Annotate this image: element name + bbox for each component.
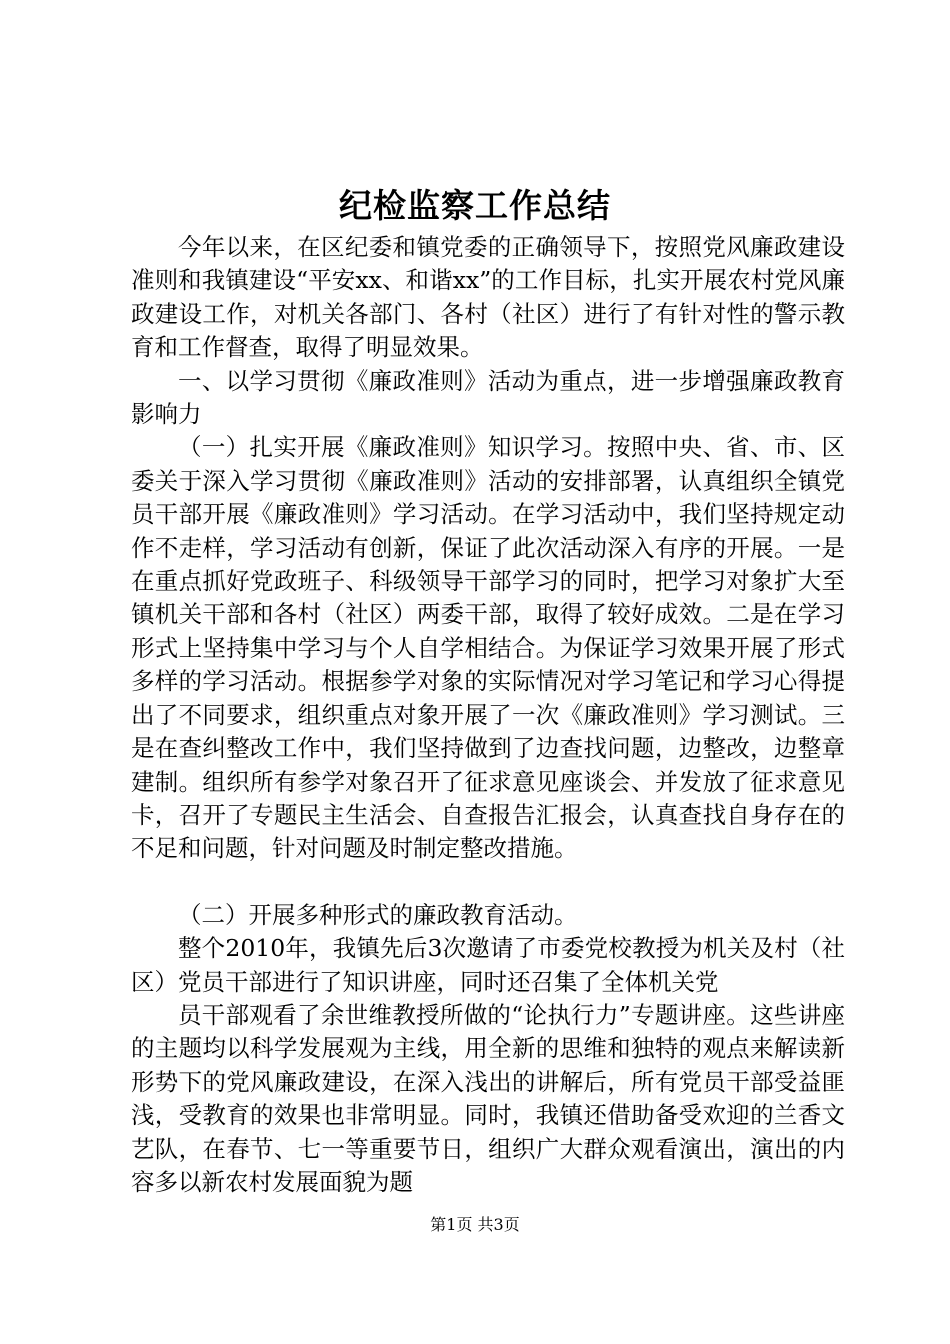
page-number: 第1页 共3页 [430,1215,520,1234]
paragraph-lectures-continued: 员干部观看了余世维教授所做的“论执行力”专题讲座。这些讲座的主题均以科学发展观为主线，用全新的思维和独特的观点来解读新形势下的党风廉政建设，在深入浅出的讲解后，所有党员干部受益匪浅，受教育的效果也非常明显。同时，我镇还借助备受欢迎的兰香文艺队，在春节、七一等重要节日，组织广大群众观看演出，演出的内容多以新农村发展面貌为题 [131,1000,845,1196]
subsection-heading-2: （二）开展多种形式的廉政教育活动。 [178,900,578,929]
paragraph-intro: 今年以来，在区纪委和镇党委的正确领导下，按照党风廉政建设准则和我镇建设“平安xx、和谐xx”的工作目标，扎实开展农村党风廉政建设工作，对机关各部门、各村（社区）进行了有针对性的警示教育和工作督查，取得了明显效果。 [131,233,845,362]
paragraph-study: （一）扎实开展《廉政准则》知识学习。按照中央、省、市、区委关于深入学习贯彻《廉政准则》活动的安排部署，认真组织全镇党员干部开展《廉政准则》学习活动。在学习活动中，我们坚持规定动作不走样，学习活动有创新，保证了此次活动深入有序的开展。一是在重点抓好党政班子、科级领导干部学习的同时，把学习对象扩大至镇机关干部和各村（社区）两委干部，取得了较好成效。二是在学习形式上坚持集中学习与个人自学相结合。为保证学习效果开展了形式多样的学习活动。根据参学对象的实际情况对学习笔记和学习心得提出了不同要求，组织重点对象开展了一次《廉政准则》学习测试。三是在查纠整改工作中，我们坚持做到了边查找问题，边整改，边整章建制。组织所有参学对象召开了征求意见座谈会、并发放了征求意见卡，召开了专题民主生活会、自查报告汇报会，认真查找自身存在的不足和问题，针对问题及时制定整改措施。 [131,433,845,863]
document-body [131,231,845,1199]
section-heading-1: 一、以学习贯彻《廉政准则》活动为重点，进一步增强廉政教育影响力 [131,366,845,429]
document-title: 纪检监察工作总结 [339,186,611,225]
paragraph-lectures: 整个2010年，我镇先后3次邀请了市委党校教授为机关及村（社区）党员干部进行了知识讲座，同时还召集了全体机关党 [131,934,845,996]
